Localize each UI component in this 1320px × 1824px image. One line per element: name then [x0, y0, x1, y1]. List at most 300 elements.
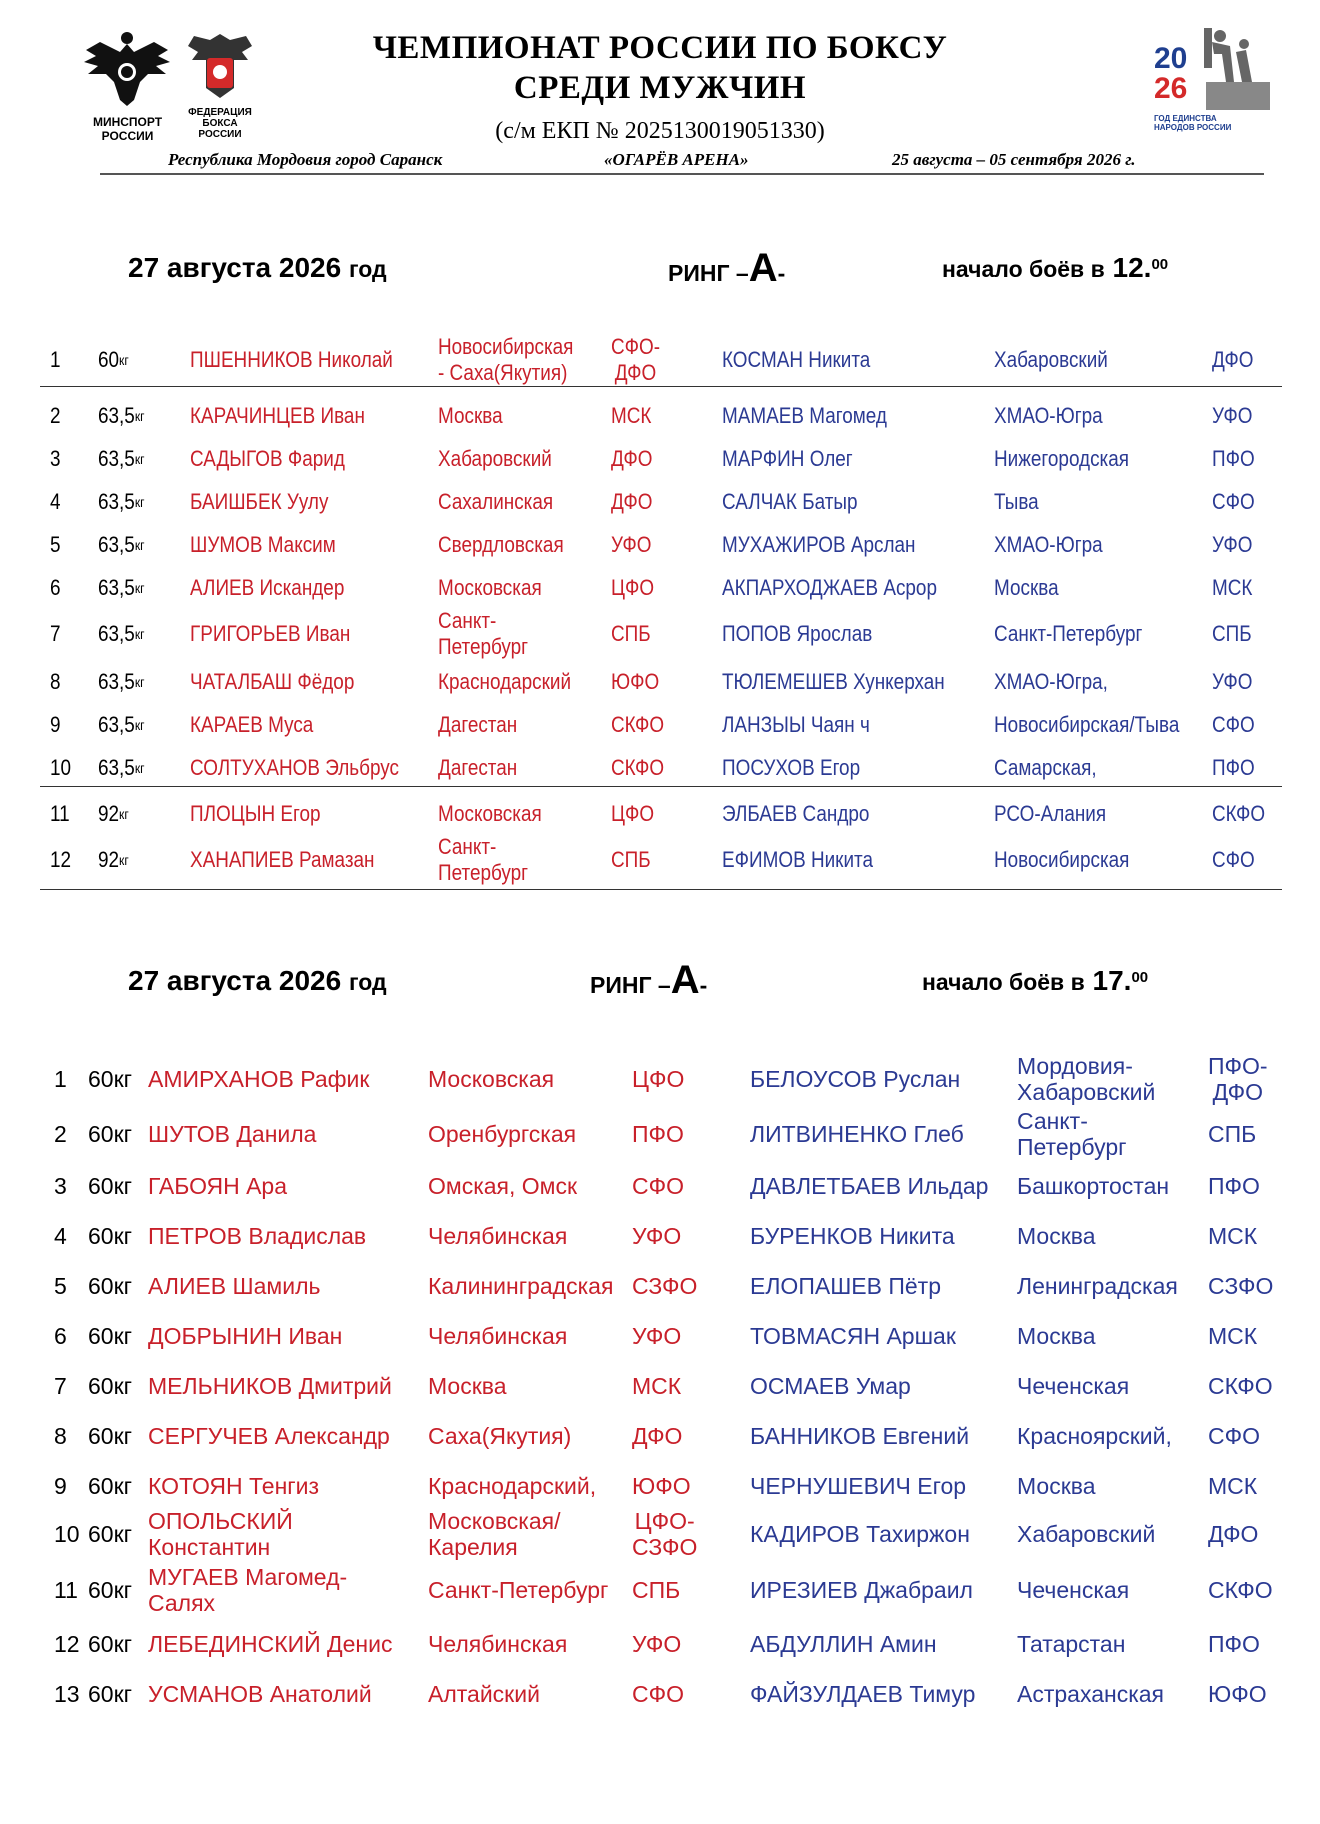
session-date-suffix: год [348, 969, 387, 995]
red-corner-district: ПФО [632, 1120, 684, 1147]
red-corner-region: Санкт- Петербург [438, 834, 529, 885]
bout-number: 8 [54, 1422, 67, 1449]
red-corner-region: Краснодарский [438, 669, 572, 694]
bout-row [0, 1618, 1320, 1670]
weight-unit: кг [113, 1520, 133, 1547]
blue-corner-district: СФО [1208, 1422, 1260, 1449]
bout-number: 4 [54, 1222, 67, 1249]
blue-corner-name: АКПАРХОДЖАЕВ Асрор [722, 575, 937, 600]
blue-corner-district: СКФО [1208, 1576, 1273, 1603]
bout-number: 10 [54, 1520, 80, 1547]
weight-value: 63,5 [98, 755, 135, 780]
blue-corner-name: ТОВМАСЯН Аршак [750, 1322, 956, 1349]
red-corner-name: САДЫГОВ Фарид [190, 446, 345, 471]
weight-value: 60 [88, 1120, 114, 1147]
weight-class [88, 1564, 132, 1616]
blue-corner-district: УФО [1212, 669, 1253, 694]
red-corner-name: СОЛТУХАНОВ Эльбрус [190, 755, 399, 780]
red-corner-name: ПЛОЦЫН Егор [190, 801, 321, 826]
red-corner-name: КОТОЯН Тенгиз [148, 1472, 320, 1499]
red-corner-region: Алтайский [428, 1680, 540, 1707]
year-logo-top: 20 [1154, 42, 1188, 75]
blue-corner-name: ПОСУХОВ Егор [722, 755, 861, 780]
dates: 25 августа – 05 сентября 2026 г. [892, 150, 1136, 169]
red-corner-region: Санкт-Петербург [428, 1576, 609, 1603]
bout-row [0, 1360, 1320, 1412]
double-eagle-icon [80, 30, 175, 108]
weight-value: 63,5 [98, 575, 135, 600]
red-corner-name: ПШЕННИКОВ Николай [190, 347, 393, 372]
blue-corner-district: СФО [1212, 712, 1255, 737]
bout-row [0, 834, 1320, 886]
bout-row [0, 562, 1320, 614]
blue-corner-region: Красноярский, [1017, 1422, 1172, 1449]
blue-corner-region: Москва [1017, 1322, 1096, 1349]
weight-unit: кг [113, 1065, 133, 1092]
weight-value: 60 [88, 1520, 114, 1547]
red-corner-name: МУГАЕВ Магомед- Салях [148, 1564, 348, 1616]
blue-corner-district: МСК [1208, 1472, 1258, 1499]
red-corner-district: ЮФО [611, 669, 660, 694]
weight-unit: кг [113, 1472, 133, 1499]
weight-unit: кг [134, 626, 145, 642]
red-corner-name: БАИШБЕК Уулу [190, 489, 329, 514]
blue-corner-name: ЛИТВИНЕНКО Глеб [750, 1120, 964, 1147]
blue-corner-name: ФАЙЗУЛДАЕВ Тимур [750, 1680, 976, 1707]
blue-corner-district: СПБ [1212, 621, 1252, 646]
weight-value: 92 [98, 801, 120, 826]
red-corner-region: Челябинская [428, 1222, 568, 1249]
weight-value: 63,5 [98, 669, 135, 694]
weight-class [88, 1410, 132, 1462]
red-corner-region: Челябинская [428, 1630, 568, 1657]
red-corner-district: СФО- ДФО [611, 334, 661, 385]
weight-value: 60 [88, 1172, 114, 1199]
red-corner-region: Московская [438, 801, 542, 826]
weight-value: 60 [88, 1422, 114, 1449]
weight-unit: кг [113, 1172, 133, 1199]
red-corner-name: ХАНАПИЕВ Рамазан [190, 847, 375, 872]
table-rule [40, 889, 1282, 890]
red-corner-region: Омская, Омск [428, 1172, 578, 1199]
blue-corner-region: Тыва [994, 489, 1039, 514]
blue-corner-district: ПФО [1208, 1172, 1260, 1199]
weight-unit: кг [113, 1422, 133, 1449]
start-minutes: 00 [1151, 256, 1169, 273]
blue-corner-district: СПБ [1208, 1120, 1257, 1147]
weight-value: 60 [88, 1680, 114, 1707]
bout-row [0, 334, 1320, 386]
bout-row [0, 608, 1320, 660]
weight-unit: кг [113, 1576, 133, 1603]
weight-class [98, 608, 144, 660]
red-corner-district: ЦФО [611, 801, 655, 826]
weight-value: 60 [88, 1065, 114, 1092]
red-corner-name: ГАБОЯН Ара [148, 1172, 288, 1199]
red-corner-region: Сахалинская [438, 489, 554, 514]
weight-unit: кг [113, 1680, 133, 1707]
blue-corner-name: ПОПОВ Ярослав [722, 621, 873, 646]
bout-row [0, 1410, 1320, 1462]
blue-corner-name: ЭЛБАЕВ Сандро [722, 801, 870, 826]
red-corner-district: СПБ [632, 1576, 681, 1603]
start-hour: 12. [1112, 252, 1152, 283]
bout-number: 6 [54, 1322, 67, 1349]
bout-row [0, 1460, 1320, 1512]
red-corner-district: ЦФО [611, 575, 655, 600]
table-rule [40, 386, 1282, 387]
blue-corner-district: ЮФО [1208, 1680, 1267, 1707]
weight-value: 63,5 [98, 712, 135, 737]
weight-value: 60 [98, 347, 120, 372]
bout-number: 1 [54, 1065, 67, 1092]
red-corner-region: Оренбургская [428, 1120, 577, 1147]
blue-corner-region: Башкортостан [1017, 1172, 1170, 1199]
bout-row [0, 1310, 1320, 1362]
blue-corner-region: ХМАО-Югра [994, 532, 1103, 557]
bout-row [0, 1668, 1320, 1720]
session-start [922, 965, 1148, 997]
blue-corner-region: Самарская, [994, 755, 1097, 780]
bout-number: 10 [50, 755, 72, 780]
bout-number: 11 [50, 801, 70, 826]
blue-corner-region: Москва [1017, 1222, 1096, 1249]
blue-corner-name: ЧЕРНУШЕВИЧ Егор [750, 1472, 967, 1499]
blue-corner-name: БУРЕНКОВ Никита [750, 1222, 955, 1249]
red-corner-district: СКФО [611, 755, 665, 780]
weight-class [88, 1618, 132, 1670]
red-corner-district: СПБ [611, 847, 651, 872]
weight-value: 60 [88, 1372, 114, 1399]
weight-value: 60 [88, 1630, 114, 1657]
red-corner-district: УФО [632, 1222, 682, 1249]
ring-suffix: - [699, 972, 708, 998]
weight-class [88, 1053, 132, 1105]
red-corner-name: МЕЛЬНИКОВ Дмитрий [148, 1372, 392, 1399]
session-ring [668, 246, 785, 291]
blue-corner-district: СЗФО [1208, 1272, 1274, 1299]
blue-corner-name: ИРЕЗИЕВ Джабраил [750, 1576, 973, 1603]
red-corner-region: Москва [428, 1372, 507, 1399]
weight-unit: кг [113, 1120, 133, 1147]
red-corner-name: ОПОЛЬСКИЙ Константин [148, 1508, 293, 1560]
blue-corner-name: АБДУЛЛИН Амин [750, 1630, 937, 1657]
blue-corner-region: ХМАО-Югра, [994, 669, 1108, 694]
red-corner-name: КАРАЕВ Муса [190, 712, 314, 737]
blue-corner-region: Хабаровский [994, 347, 1108, 372]
weight-unit: кг [134, 451, 145, 467]
weight-value: 60 [88, 1222, 114, 1249]
blue-corner-region: Санкт- Петербург [1017, 1108, 1127, 1160]
red-corner-region: Краснодарский, [428, 1472, 597, 1499]
weight-value: 63,5 [98, 621, 135, 646]
red-corner-name: АЛИЕВ Искандер [190, 575, 345, 600]
weight-unit: кг [134, 580, 145, 596]
blue-corner-district: МСК [1208, 1322, 1258, 1349]
bout-row [0, 788, 1320, 840]
weight-value: 63,5 [98, 403, 135, 428]
year-of-unity-logo [1150, 22, 1280, 140]
bout-row [0, 1053, 1320, 1105]
bout-number: 2 [50, 403, 61, 428]
red-corner-region: Санкт- Петербург [438, 608, 529, 659]
blue-corner-name: БЕЛОУСОВ Руслан [750, 1065, 961, 1092]
weight-unit: кг [119, 806, 129, 822]
blue-corner-region: ХМАО-Югра [994, 403, 1103, 428]
red-corner-district: СЗФО [632, 1272, 698, 1299]
session-start [942, 252, 1168, 284]
red-corner-district: СФО [632, 1172, 684, 1199]
blue-corner-region: Чеченская [1017, 1372, 1130, 1399]
weight-value: 60 [88, 1272, 114, 1299]
red-corner-region: Московская [438, 575, 542, 600]
red-corner-district: УФО [632, 1322, 682, 1349]
blue-corner-name: МАМАЕВ Магомед [722, 403, 887, 428]
red-corner-name: ПЕТРОВ Владислав [148, 1222, 367, 1249]
red-corner-district: УФО [632, 1630, 682, 1657]
blue-corner-name: МУХАЖИРОВ Арслан [722, 532, 916, 557]
blue-corner-district: УФО [1212, 532, 1253, 557]
bout-number: 5 [50, 532, 61, 557]
ministry-logo [80, 30, 175, 145]
blue-corner-region: Новосибирская/Тыва [994, 712, 1180, 737]
session-date [128, 965, 387, 997]
blue-corner-name: КАДИРОВ Тахиржон [750, 1520, 970, 1547]
weight-value: 60 [88, 1322, 114, 1349]
weight-class [88, 1160, 132, 1212]
federation-logo [180, 30, 260, 140]
red-corner-district: ЦФО- СЗФО [632, 1508, 698, 1560]
start-minutes: 00 [1131, 969, 1149, 986]
blue-corner-region: Новосибирская [994, 847, 1130, 872]
start-label: начало боёв в [922, 969, 1085, 995]
bout-number: 13 [54, 1680, 80, 1707]
blue-corner-region: Чеченская [1017, 1576, 1130, 1603]
red-corner-name: ГРИГОРЬЕВ Иван [190, 621, 351, 646]
weight-class [88, 1360, 132, 1412]
blue-corner-district: СФО [1212, 489, 1255, 514]
blue-corner-name: ЕФИМОВ Никита [722, 847, 874, 872]
red-corner-name: ШУМОВ Максим [190, 532, 336, 557]
bout-row [0, 1564, 1320, 1616]
bout-number: 8 [50, 669, 61, 694]
blue-corner-region: Татарстан [1017, 1630, 1126, 1657]
red-corner-name: СЕРГУЧЕВ Александр [148, 1422, 390, 1449]
weight-class [98, 788, 129, 840]
bout-number: 12 [50, 847, 72, 872]
bout-row [0, 1108, 1320, 1160]
bout-number: 11 [54, 1576, 78, 1603]
year-logo-caption: ГОД ЕДИНСТВА НАРОДОВ РОССИИ [1154, 114, 1232, 132]
bout-number: 5 [54, 1272, 67, 1299]
start-hour: 17. [1092, 965, 1132, 996]
weight-class [88, 1310, 132, 1362]
weight-unit: кг [119, 852, 129, 868]
weight-unit: кг [113, 1372, 133, 1399]
session-date-text: 27 августа 2026 [128, 965, 342, 996]
table-rule [40, 786, 1282, 787]
red-corner-district: ЮФО [632, 1472, 691, 1499]
red-corner-name: ДОБРЫНИН Иван [148, 1322, 343, 1349]
weight-value: 63,5 [98, 489, 135, 514]
weight-value: 63,5 [98, 446, 135, 471]
blue-corner-name: ТЮЛЕМЕШЕВ Хункерхан [722, 669, 945, 694]
blue-corner-region: Санкт-Петербург [994, 621, 1143, 646]
red-corner-district: ДФО [611, 489, 653, 514]
weight-value: 63,5 [98, 532, 135, 557]
blue-corner-district: УФО [1212, 403, 1253, 428]
weight-unit: кг [134, 408, 145, 424]
blue-corner-district: СФО [1212, 847, 1255, 872]
red-corner-name: ЛЕБЕДИНСКИЙ Денис [148, 1630, 393, 1657]
red-corner-district: СФО [632, 1680, 684, 1707]
bout-row [0, 1210, 1320, 1262]
ring-prefix: РИНГ – [668, 260, 749, 286]
bout-number: 3 [54, 1172, 67, 1199]
bout-number: 9 [50, 712, 61, 737]
red-corner-district: МСК [632, 1372, 682, 1399]
blue-corner-name: ЛАНЗЫЫ Чаян ч [722, 712, 870, 737]
session-date-suffix: год [348, 256, 387, 282]
red-corner-region: Свердловская [438, 532, 564, 557]
championship-title-line1: ЧЕМПИОНАТ РОССИИ ПО БОКСУ [372, 30, 948, 66]
blue-corner-name: КОСМАН Никита [722, 347, 871, 372]
red-corner-district: ЦФО [632, 1065, 685, 1092]
blue-corner-district: ДФО [1212, 347, 1254, 372]
red-corner-name: АМИРХАНОВ Рафик [148, 1065, 370, 1092]
blue-corner-region: Нижегородская [994, 446, 1130, 471]
federation-label: ФЕДЕРАЦИЯ БОКСА РОССИИ [188, 107, 252, 140]
blue-corner-region: РСО-Алания [994, 801, 1107, 826]
weight-unit: кг [113, 1272, 133, 1299]
red-corner-region: Хабаровский [438, 446, 552, 471]
weight-class [88, 1260, 132, 1312]
weight-unit: кг [113, 1322, 133, 1349]
bout-row [0, 1160, 1320, 1212]
blue-corner-name: ДАВЛЕТБАЕВ Ильдар [750, 1172, 989, 1199]
blue-corner-district: ДФО [1208, 1520, 1259, 1547]
weight-class [88, 1210, 132, 1262]
weight-value: 92 [98, 847, 120, 872]
session-date [128, 252, 387, 284]
blue-corner-region: Ленинградская [1017, 1272, 1178, 1299]
blue-corner-district: ПФО [1212, 755, 1255, 780]
blue-corner-district: СКФО [1208, 1372, 1273, 1399]
bout-number: 7 [50, 621, 61, 646]
weight-class [98, 834, 129, 886]
weight-class [98, 562, 144, 614]
red-corner-region: Дагестан [438, 755, 518, 780]
red-corner-name: КАРАЧИНЦЕВ Иван [190, 403, 365, 428]
blue-corner-name: ОСМАЕВ Умар [750, 1372, 911, 1399]
red-corner-region: Москва [438, 403, 503, 428]
venue: «ОГАРЁВ АРЕНА» [604, 150, 749, 169]
ring-prefix: РИНГ – [590, 972, 671, 998]
red-corner-region: Московская/ Карелия [428, 1508, 561, 1560]
weight-unit: кг [134, 537, 145, 553]
location: Республика Мордовия город Саранск [168, 150, 443, 169]
blue-corner-region: Мордовия- Хабаровский [1017, 1053, 1156, 1105]
weight-class [98, 334, 129, 386]
weight-unit: кг [134, 760, 145, 776]
blue-corner-district: МСК [1212, 575, 1253, 600]
red-corner-district: СКФО [611, 712, 665, 737]
ring-letter: А [748, 246, 778, 290]
red-corner-region: Новосибирская - Саха(Якутия) [438, 334, 574, 385]
weight-class [88, 1508, 132, 1560]
weight-unit: кг [134, 674, 145, 690]
blue-corner-district: СКФО [1212, 801, 1266, 826]
bout-number: 9 [54, 1472, 67, 1499]
header-rule [100, 173, 1264, 175]
blue-corner-name: БАННИКОВ Евгений [750, 1422, 970, 1449]
red-corner-district: ДФО [611, 446, 653, 471]
weight-class [88, 1668, 132, 1720]
red-corner-district: УФО [611, 532, 652, 557]
blue-corner-name: МАРФИН Олег [722, 446, 853, 471]
blue-corner-district: ПФО- ДФО [1208, 1053, 1268, 1105]
bout-number: 1 [50, 347, 61, 372]
blue-corner-district: МСК [1208, 1222, 1258, 1249]
red-corner-region: Московская [428, 1065, 555, 1092]
weight-unit: кг [134, 717, 145, 733]
blue-corner-region: Москва [1017, 1472, 1096, 1499]
blue-corner-district: ПФО [1208, 1630, 1260, 1657]
blue-corner-district: ПФО [1212, 446, 1255, 471]
red-corner-district: СПБ [611, 621, 651, 646]
bout-number: 6 [50, 575, 61, 600]
ring-letter: А [670, 958, 700, 1002]
weight-class [88, 1108, 132, 1160]
weight-class [88, 1460, 132, 1512]
red-corner-region: Калининградская [428, 1272, 614, 1299]
blue-corner-region: Астраханская [1017, 1680, 1165, 1707]
registration-number: (с/м ЕКП № 2025130019051330) [495, 118, 825, 144]
weight-value: 60 [88, 1472, 114, 1499]
blue-corner-region: Хабаровский [1017, 1520, 1156, 1547]
session-ring [590, 958, 707, 1003]
championship-title-line2: СРЕДИ МУЖЧИН [513, 70, 807, 106]
weight-unit: кг [134, 494, 145, 510]
year-logo-bottom: 26 [1154, 72, 1188, 105]
bout-row [0, 1260, 1320, 1312]
boxing-federation-emblem-icon [180, 30, 260, 102]
bout-row [0, 1508, 1320, 1560]
weight-unit: кг [113, 1630, 133, 1657]
red-corner-name: ЧАТАЛБАШ Фёдор [190, 669, 355, 694]
red-corner-district: ДФО [632, 1422, 683, 1449]
red-corner-name: ШУТОВ Данила [148, 1120, 317, 1147]
weight-unit: кг [113, 1222, 133, 1249]
ring-suffix: - [777, 260, 786, 286]
bout-number: 7 [54, 1372, 67, 1399]
bout-number: 3 [50, 446, 61, 471]
red-corner-name: АЛИЕВ Шамиль [148, 1272, 321, 1299]
bout-number: 12 [54, 1630, 80, 1657]
red-corner-name: УСМАНОВ Анатолий [148, 1680, 372, 1707]
session-date-text: 27 августа 2026 [128, 252, 342, 283]
weight-value: 60 [88, 1576, 114, 1603]
blue-corner-name: САЛЧАК Батыр [722, 489, 858, 514]
bout-number: 2 [54, 1120, 67, 1147]
red-corner-region: Дагестан [438, 712, 518, 737]
blue-corner-name: ЕЛОПАШЕВ Пётр [750, 1272, 941, 1299]
weight-unit: кг [119, 352, 129, 368]
bout-number: 4 [50, 489, 61, 514]
red-corner-district: МСК [611, 403, 652, 428]
blue-corner-region: Москва [994, 575, 1059, 600]
red-corner-region: Саха(Якутия) [428, 1422, 572, 1449]
